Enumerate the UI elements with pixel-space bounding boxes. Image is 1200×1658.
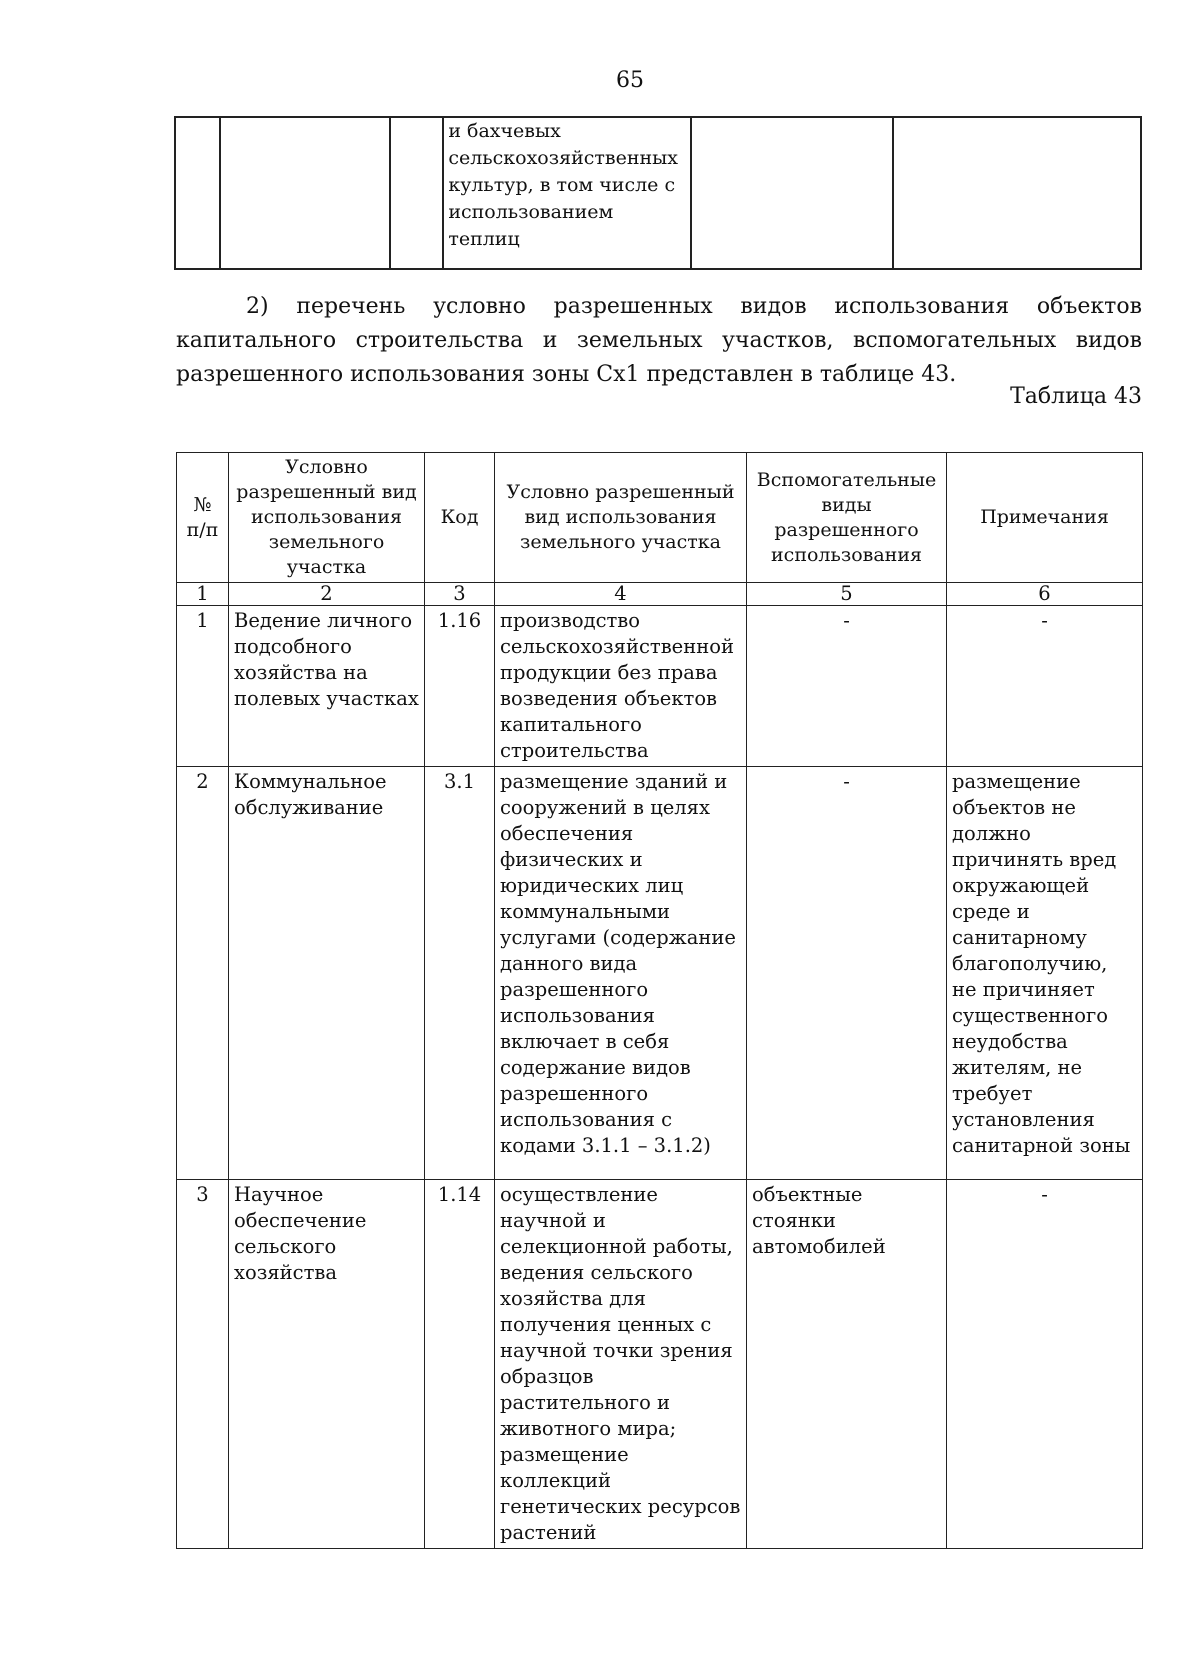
row-number: 2 [177,767,229,1180]
column-number: 3 [425,583,495,606]
column-number: 4 [495,583,747,606]
column-header: Условно разрешенный вид использования земельного участка [495,453,747,583]
table-row [177,1180,1143,1549]
notes: - [947,606,1143,767]
table-row [177,767,1143,1180]
table-row [177,606,1143,767]
table-caption: Таблица 43 [1010,384,1142,409]
use-name: Коммунальное обслуживание [229,767,425,1180]
page-number: 65 [616,68,644,93]
notes: размещение объектов не должно причинять вред окружающей среде и санитарному благополучию, не причиняет существенного неудобства жителям, не требует установления санитарной зоны [947,767,1143,1180]
table-cell [893,117,1141,269]
use-code: 1.16 [425,606,495,767]
zoning-table [176,452,1143,1549]
body-paragraph: 2) перечень условно разрешенных видов использования объектов капитального строительства и земельных участков, вспомогательных видов разрешенного использования зоны Сх1 представлен в таблице 43. [176,294,1142,387]
use-name: Ведение личного подсобного хозяйства на полевых участках [229,606,425,767]
column-number: 1 [177,583,229,606]
column-number: 2 [229,583,425,606]
column-header: Вспомогательные виды разрешенного использования [747,453,947,583]
use-description: размещение зданий и сооружений в целях обеспечения физических и юридических лиц коммунальными услугами (содержание данного вида разрешенного использования включает в себя содержание видов разрешенного использования с кодами 3.1.1 – 3.1.2) [495,767,747,1180]
row-number: 3 [177,1180,229,1549]
table-cell: и бахчевых сельскохозяйственных культур, в том числе с использованием теплиц [443,117,691,269]
use-code: 3.1 [425,767,495,1180]
use-name: Научное обеспечение сельского хозяйства [229,1180,425,1549]
column-header: Условно разрешенный вид использования земельного участка [229,453,425,583]
table-header-row [177,453,1143,583]
column-number-row [177,583,1143,606]
column-header: Примечания [947,453,1143,583]
use-code: 1.14 [425,1180,495,1549]
table-row [175,117,1141,269]
column-header: Код [425,453,495,583]
column-number: 6 [947,583,1143,606]
column-number: 5 [747,583,947,606]
column-header: № п/п [177,453,229,583]
continuation-table [174,116,1142,270]
row-number: 1 [177,606,229,767]
auxiliary-uses: - [747,767,947,1180]
table-cell [691,117,893,269]
auxiliary-uses: - [747,606,947,767]
table-cell [390,117,444,269]
notes: - [947,1180,1143,1549]
use-description: осуществление научной и селекционной работы, ведения сельского хозяйства для получения ценных с научной точки зрения образцов растительного и животного мира; размещение коллекций генетических ресурсов растений [495,1180,747,1549]
table-cell [175,117,220,269]
use-description: производство сельскохозяйственной продукции без права возведения объектов капитального строительства [495,606,747,767]
table-cell [220,117,389,269]
auxiliary-uses: объектные стоянки автомобилей [747,1180,947,1549]
